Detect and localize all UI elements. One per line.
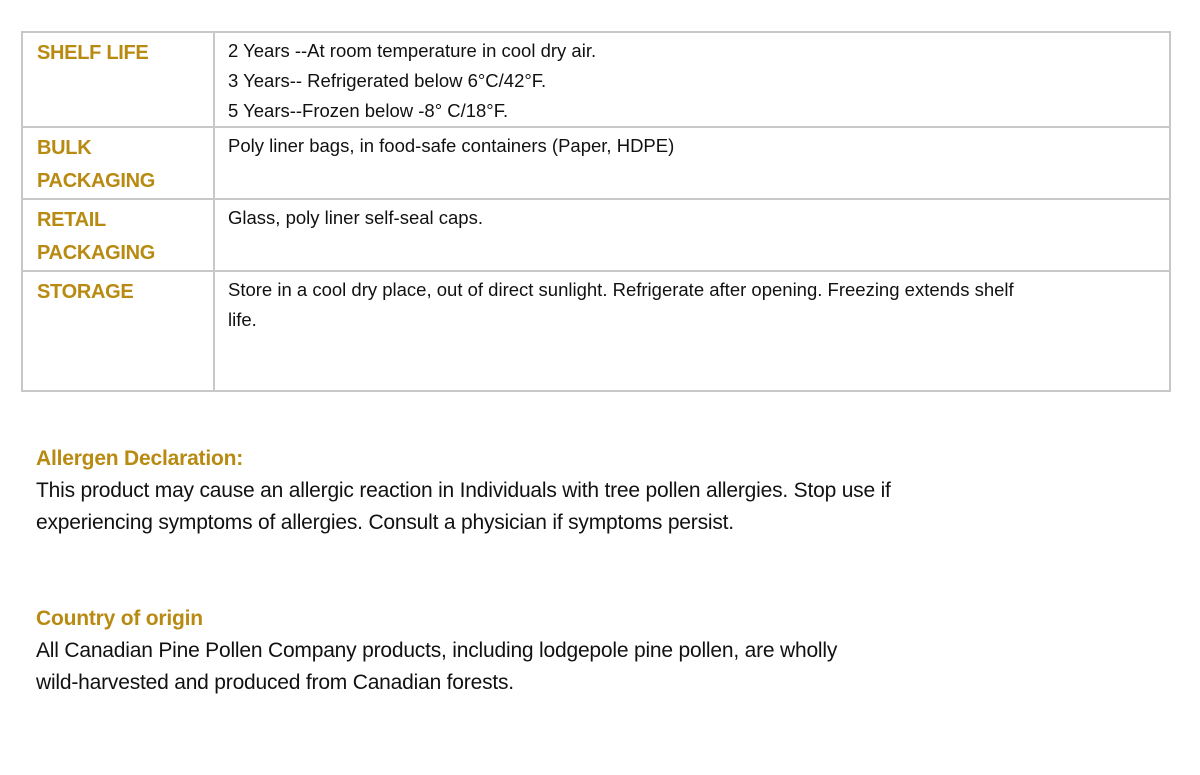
storage-text-line-1: Store in a cool dry place, out of direct sunlight. Refrigerate after opening. Freezing extends shelf: [228, 279, 1014, 300]
origin-heading: Country of origin: [36, 607, 203, 630]
shelf-life-refrigerated: 3 Years-- Refrigerated below 6°C/42°F.: [228, 70, 547, 91]
table-row-retail-packaging: [22, 199, 1170, 271]
storage-label: STORAGE: [22, 271, 214, 391]
country-of-origin-section: [36, 603, 1136, 699]
shelf-life-room-temp: 2 Years --At room temperature in cool dry air.: [228, 40, 597, 61]
bulk-packaging-value: [214, 127, 1170, 199]
retail-packaging-value: [214, 199, 1170, 271]
table-row-shelf-life: [22, 32, 1170, 127]
retail-packaging-label: [22, 199, 214, 271]
retail-packaging-text: Glass, poly liner self-seal caps.: [228, 207, 483, 228]
shelf-life-frozen: 5 Years--Frozen below -8° C/18°F.: [228, 100, 509, 121]
allergen-declaration-section: [36, 443, 1136, 539]
allergen-heading: Allergen Declaration:: [36, 447, 244, 470]
storage-value: [214, 271, 1170, 391]
origin-body: [36, 635, 1136, 699]
retail-packaging-label-line-2: PACKAGING: [37, 242, 156, 264]
allergen-line-1: This product may cause an allergic reaction in Individuals with tree pollen allergies. Stop use if: [36, 479, 891, 502]
storage-text-line-2: life.: [228, 309, 257, 330]
table-row-storage: [22, 271, 1170, 391]
bulk-packaging-label-line-1: BULK: [37, 137, 92, 159]
bulk-packaging-text: Poly liner bags, in food-safe containers (Paper, HDPE): [228, 135, 675, 156]
origin-line-2: wild-harvested and produced from Canadian forests.: [36, 671, 514, 694]
product-spec-table: [21, 31, 1171, 392]
retail-packaging-label-line-1: RETAIL: [37, 209, 106, 231]
bulk-packaging-label: [22, 127, 214, 199]
bulk-packaging-label-line-2: PACKAGING: [37, 170, 156, 192]
origin-line-1: All Canadian Pine Pollen Company products, including lodgepole pine pollen, are wholly: [36, 639, 838, 662]
shelf-life-label: SHELF LIFE: [22, 32, 214, 127]
allergen-body: [36, 475, 1136, 539]
shelf-life-value: [214, 32, 1170, 127]
table-row-bulk-packaging: [22, 127, 1170, 199]
allergen-line-2: experiencing symptoms of allergies. Consult a physician if symptoms persist.: [36, 511, 734, 534]
